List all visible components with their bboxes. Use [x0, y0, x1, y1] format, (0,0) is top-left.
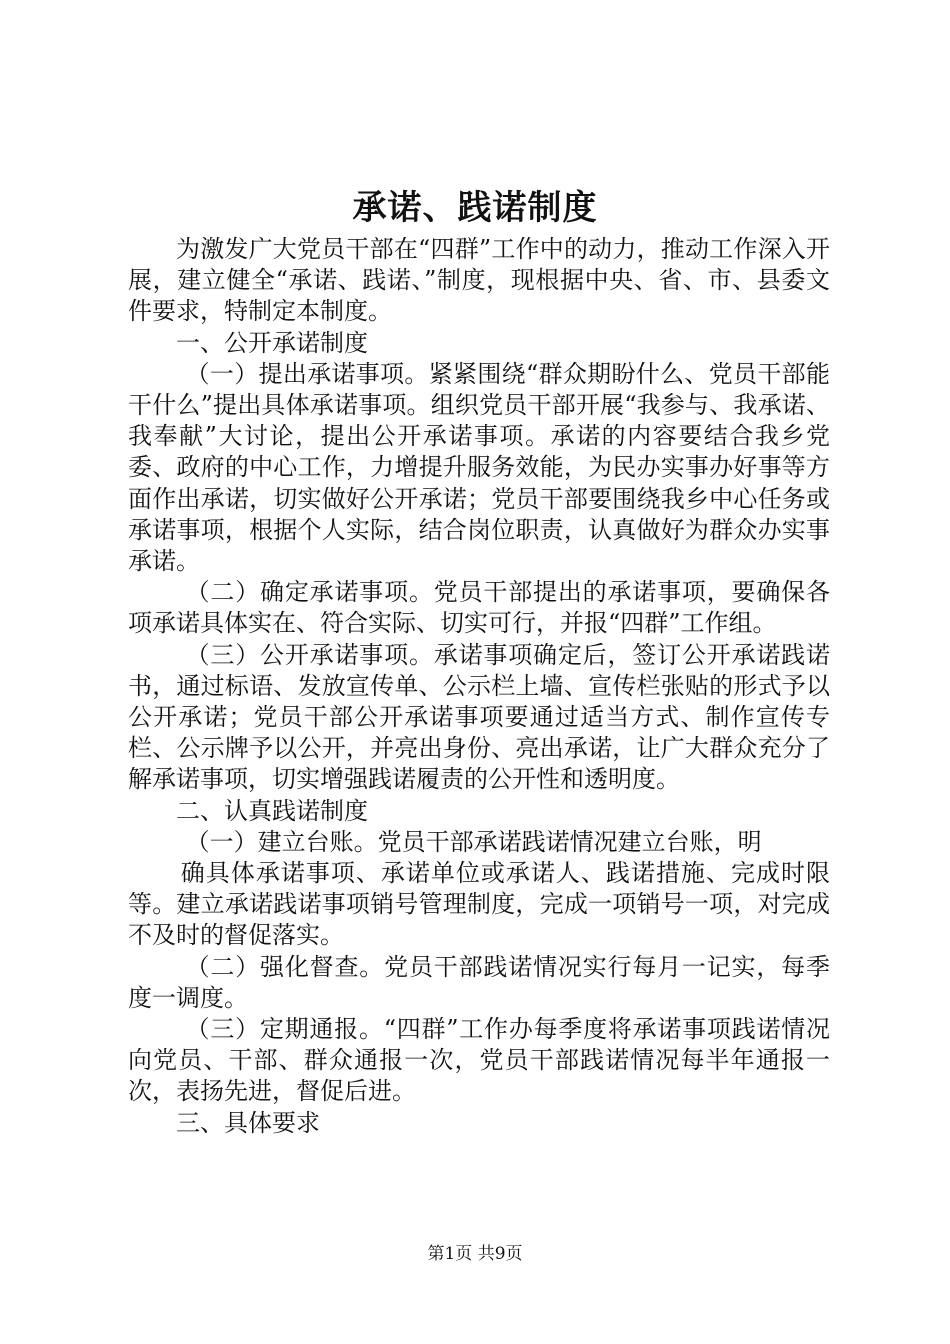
document-title: 承诺、践诺制度	[352, 188, 598, 228]
paragraph-1-1: （一）提出承诺事项。紧紧围绕“群众期盼什么、党员干部能干什么”提出具体承诺事项。组织党员干部开展“我参与、我承诺、我奉献”大讨论，提出公开承诺事项。承诺的内容要结合我乡党委、政府的中心工作，力增提升服务效能，为民办实事办好事等方面作出承诺，切实做好公开承诺；党员干部要围绕我乡中心任务或承诺事项，根据个人实际，结合岗位职责，认真做好为群众办实事承诺。	[128, 359, 830, 576]
paragraph-1-3: （三）公开承诺事项。承诺事项确定后，签订公开承诺践诺书，通过标语、发放宣传单、公示栏上墙、宣传栏张贴的形式予以公开承诺；党员干部公开承诺事项要通过适当方式、制作宣传专栏、公示牌予以公开，并亮出身份、亮出承诺，让广大群众充分了解承诺事项，切实增强践诺履责的公开性和透明度。	[128, 640, 830, 794]
paragraph-2-1: （一）建立台账。党员干部承诺践诺情况建立台账，明	[185, 827, 762, 856]
section-heading-1: 一、公开承诺制度	[176, 328, 368, 357]
paragraph-intro: 为激发广大党员干部在“四群”工作中的动力，推动工作深入开展，建立健全“承诺、践诺、”制度，现根据中央、省、市、县委文件要求，特制定本制度。	[128, 235, 830, 326]
paragraph-1-2: （二）确定承诺事项。党员干部提出的承诺事项，要确保各项承诺具体实在、符合实际、切实可行，并报“四群”工作组。	[128, 578, 830, 638]
paragraph-2-3: （三）定期通报。“四群”工作办每季度将承诺事项践诺情况向党员、干部、群众通报一次，党员干部践诺情况每半年通报一次，表扬先进，督促后进。	[128, 1015, 830, 1106]
document-body	[128, 234, 830, 1139]
page-footer: 第1页 共9页	[427, 1244, 523, 1264]
paragraph-2-2: （二）强化督查。党员干部践诺情况实行每月一记实，每季度一调度。	[128, 952, 830, 1012]
paragraph-2-1-continued: 确具体承诺事项、承诺单位或承诺人、践诺措施、完成时限等。建立承诺践诺事项销号管理制度，完成一项销号一项，对完成不及时的督促落实。	[128, 859, 830, 950]
section-heading-3: 三、具体要求	[176, 1108, 320, 1137]
section-heading-2: 二、认真践诺制度	[176, 796, 368, 825]
